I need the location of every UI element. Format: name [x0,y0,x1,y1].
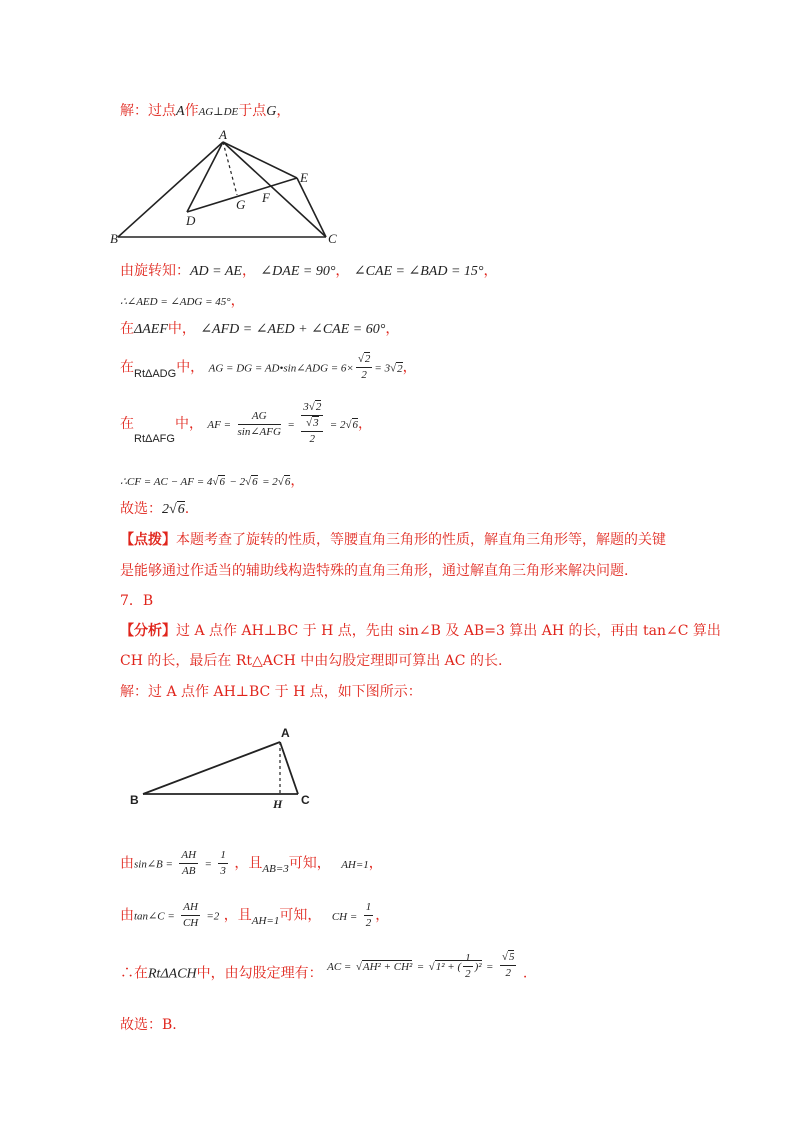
fig1-label-e: E [300,170,308,185]
solution-intro-line: 解：过点A作AG⊥DE于点G， [120,103,291,119]
cf-result-line: ∴CF = AC − AF = 4√6 − 2√6 = 2√6， [120,473,305,489]
fig2-label-b: B [130,793,139,807]
answer-line-7: 故选：B. [120,1017,177,1033]
fig1-label-f: F [262,190,270,205]
solution-7-intro: 解：过 A 点作 AH⊥BC 于 H 点，如下图所示： [120,684,422,700]
triangle-adg-line: 在$_{Rt\Delta ADG}$中， AG = DG = AD•sin∠ADG = 6× $\frac{√2}{2}$ = 3√2， [120,353,417,381]
tan-c-line: 由tan∠C = $\frac{AH}{CH}$ =2 ，且$_{AH=1}$可知， CH = $\frac{1}{2}$ ， [120,901,390,929]
triangle-figure-2 [125,722,325,812]
tip-line-1: 【点拨】本题考查了旋转的性质，等腰直角三角形的性质，解直角三角形等，解题的关键 [120,532,666,548]
tip-line-2: 是能够通过作适当的辅助线构造特殊的直角三角形，通过解直角三角形来解决问题. [120,563,629,579]
fig2-label-a: A [281,726,290,740]
analysis-line-1: 【分析】过 A 点作 AH⊥BC 于 H 点，先由 sin∠B 及 AB=3 算出 AH 的长，再由 tan∠C 算出 [120,623,721,639]
fig2-label-c: C [301,793,310,807]
rotation-line: 由旋转知：AD = AE， ∠DAE = 90°， ∠CAE = ∠BAD = 15°， [120,263,498,279]
triangle-afg-line: 在$_{Rt\Delta AFG}$中， AF = $\frac{AG}{\text{sin∠AFG}}$ = 3√2 √3 2 = 2√6， [120,401,373,445]
angle-45-line: ∴∠AED = ∠ADG = 45°， [120,293,245,309]
question-7-answer: 7．B [120,593,154,609]
fig1-label-c: C [328,231,337,246]
fig1-label-b: B [110,231,118,246]
pythagoras-line: ∴在RtΔACH中，由勾股定理有： AC = √AH² + CH² = √1² + ( $\frac{1}{2}$ )² = $\frac{√5}{2}$ . [120,951,528,982]
answer-line-6: 故选：2√6. [120,501,190,517]
fig2-label-h: H [273,797,283,811]
fig1-label-a: A [219,127,227,142]
triangle-figure-1 [110,125,350,250]
analysis-line-2: CH 的长，最后在 Rt△ACH 中由勾股定理即可算出 AC 的长. [120,653,503,669]
sin-b-line: 由sin∠B = $\frac{AH}{AB}$ = $\frac{1}{3}$ ，且$_{AB=3}$可知， AH=1， [120,849,383,877]
triangle-aef-line: 在ΔAEF中， ∠AFD = ∠AED + ∠CAE = 60°， [120,321,400,337]
fig1-label-g: G [236,197,246,212]
fig1-label-d: D [186,213,196,228]
